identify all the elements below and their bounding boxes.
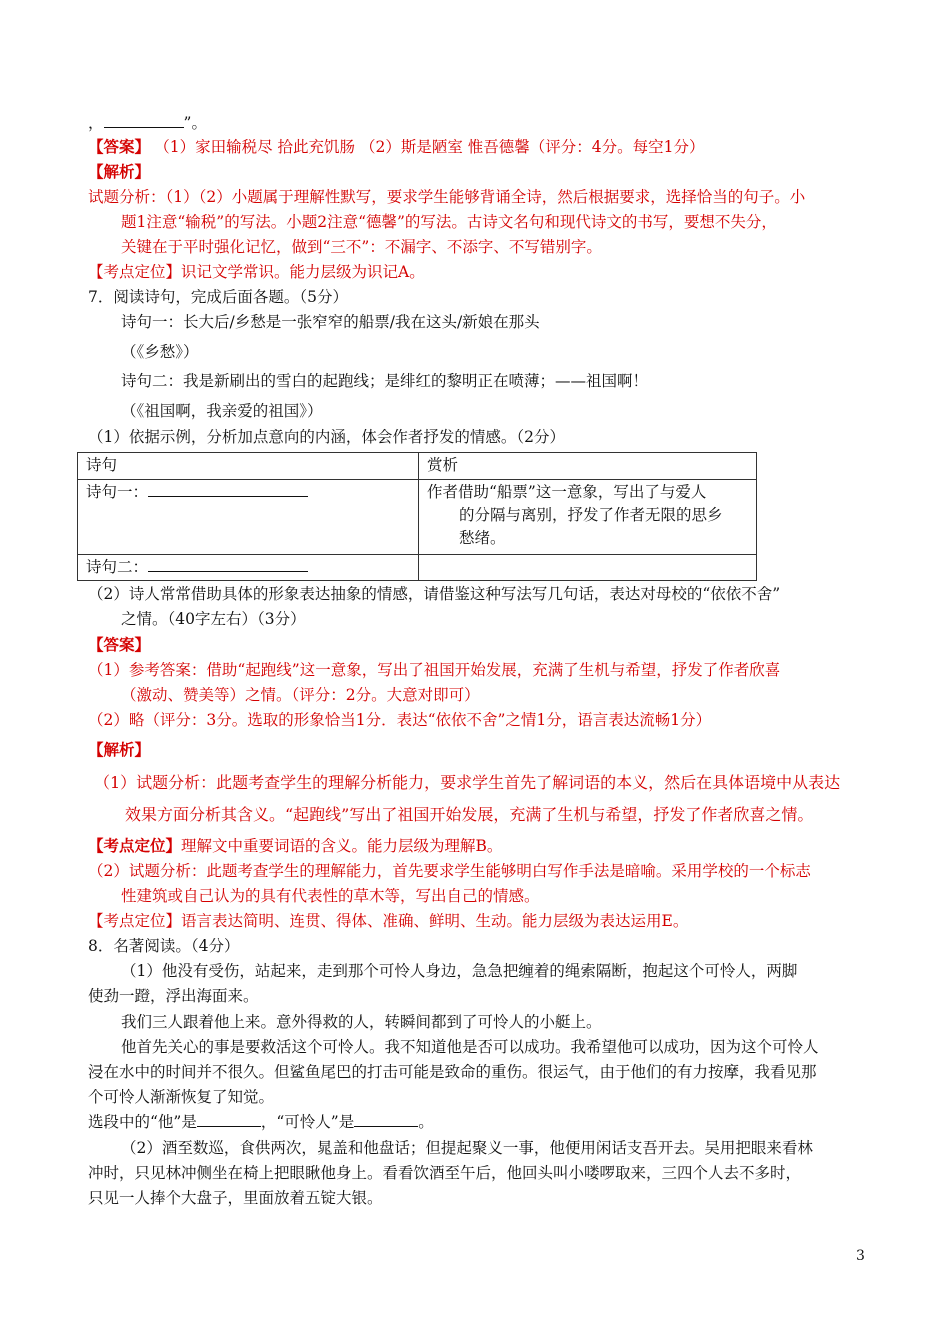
q7-sub2-line: （2）诗人常常借助具体的形象表达抽象的情感，请借鉴这种写法写几句话，表达对母校的“依依不舍”: [88, 585, 781, 603]
table-cell: 作者借助“船票”这一意象，写出了与爱人 的分隔与离别，抒发了作者无限的思乡 愁绪。: [419, 480, 757, 555]
q8-p1-line: （1）他没有受伤，站起来，走到那个可怜人身边，急急把缠着的绳索隔断，抱起这个可怜人，两脚: [121, 962, 798, 980]
q8-p4-line: 只见一人捧个大盘子，里面放着五锭大银。: [88, 1189, 383, 1207]
q7-analysis2-line: （2）试题分析：此题考查学生的理解能力，首先要求学生能够明白写作手法是暗喻。采用学校的一个标志: [88, 862, 811, 880]
table-cell: [419, 555, 757, 581]
q7-answer-line: （2）略（评分：3分。选取的形象恰当1分．表达“依依不舍”之情1分，语言表达流畅1分）: [88, 711, 712, 729]
q7-kaodian1: 【考点定位】理解文中重要词语的含义。能力层级为理解B。: [88, 836, 503, 855]
q8-p4-line: （2）酒至数巡，食供两次，晁盖和他盘话；但提起聚义一事，他便用闲话支吾开去。吴用把眼来看林: [121, 1139, 813, 1157]
q6-analysis-line: 题1注意“输税”的写法。小题2注意“德馨”的写法。古诗文名句和现代诗文的书写，要想不失分，: [121, 213, 777, 231]
q6-analysis-line: 试题分析：（1）（2）小题属于理解性默写，要求学生能够背诵全诗，然后根据要求，选择恰当的句子。小: [88, 188, 806, 206]
fill-blank[interactable]: [148, 482, 308, 497]
q8-p2: 我们三人跟着他上来。意外得救的人，转瞬间都到了可怜人的小艇上。: [121, 1013, 602, 1031]
q7-analysis1-line: 效果方面分析其含义。“起跑线”写出了祖国开始发展，充满了生机与希望，抒发了作者欣喜之情。: [125, 805, 814, 824]
q7-kaodian2: 【考点定位】语言表达简明、连贯、得体、准确、鲜明、生动。能力层级为表达运用E。: [88, 912, 689, 930]
q8-p4-line: 冲时，只见林冲侧坐在椅上把眼瞅他身上。看看饮酒至午后，他回头叫小喽啰取来，三四个人去不多时，: [88, 1164, 802, 1182]
q8-p3-line: 个可怜人渐渐恢复了知觉。: [88, 1088, 275, 1106]
answer-tag: 【答案】: [88, 137, 151, 156]
q8-fill-line: 选段中的“他”是 ，“可怜人”是 。: [88, 1113, 434, 1131]
fill-blank[interactable]: [148, 557, 308, 572]
poem-1-source: （《乡愁》）: [121, 343, 199, 361]
fill-blank[interactable]: [197, 1112, 261, 1127]
top-fill-line: ， ”。: [88, 114, 207, 132]
q8-title: 8．名著阅读。（4分）: [88, 937, 240, 955]
q7-sub1: （1）依据示例，分析加点意向的内涵，体会作者抒发的情感。（2分）: [88, 428, 565, 446]
table-row: [78, 555, 757, 581]
q8-p3-line: 浸在水中的时间并不很久。但鲨鱼尾巴的打击可能是致命的重伤。很运气，由于他们的有力按摩，我看见那: [88, 1063, 817, 1081]
fill-blank: [104, 113, 184, 128]
answer-text: （1）家田输税尽 拾此充饥肠 （2）斯是陋室 惟吾德馨（评分：4分。每空1分）: [162, 138, 705, 156]
q6-analysis-line: 关键在于平时强化记忆，做到“三不”：不漏字、不添字、不写错别字。: [121, 238, 602, 256]
q7-analysis-tag: 【解析】: [88, 740, 151, 759]
q7-analysis1-line: （1）试题分析：此题考查学生的理解分析能力，要求学生首先了解词语的本义，然后在具体语境中从表达: [94, 773, 841, 792]
table-cell: 诗句一：: [78, 480, 419, 555]
q6-answer: [88, 136, 705, 158]
page-number: 3: [856, 1248, 865, 1264]
q7-answer-line: （1）参考答案：借助“起跑线”这一意象，写出了祖国开始发展，充满了生机与希望，抒发了作者欣喜: [88, 661, 781, 679]
q7-sub2-line: 之情。（40字左右）（3分）: [121, 610, 306, 628]
table-row: [78, 480, 757, 555]
poem-2: 诗句二：我是新刷出的雪白的起跑线；是绯红的黎明正在喷薄；——祖国啊！: [121, 372, 649, 390]
poem-1: 诗句一：长大后/乡愁是一张窄窄的船票/我在这头/新娘在那头: [121, 313, 540, 331]
table-cell: 诗句二：: [78, 555, 419, 581]
table-header-row: [78, 453, 757, 480]
q8-p3-line: 他首先关心的事是要救活这个可怜人。我不知道他是否可以成功。我希望他可以成功，因为这个可怜人: [121, 1038, 819, 1056]
analysis-table: [77, 452, 757, 581]
table-header-cell: 赏析: [419, 453, 757, 480]
q8-p1-line: 使劲一蹬，浮出海面来。: [88, 987, 259, 1005]
q7-answer-tag: 【答案】: [88, 635, 151, 654]
q7-answer-line: （激动、赞美等）之情。（评分：2分。大意对即可）: [121, 686, 480, 704]
poem-2-source: （《祖国啊，我亲爱的祖国》）: [121, 402, 323, 420]
q7-analysis2-line: 性建筑或自己认为的具有代表性的草木等，写出自己的情感。: [121, 887, 540, 905]
q7-title: 7．阅读诗句，完成后面各题。（5分）: [88, 288, 348, 306]
q6-kaodian: 【考点定位】识记文学常识。能力层级为识记A。: [88, 263, 425, 281]
q6-analysis-tag: 【解析】: [88, 162, 151, 181]
fill-blank[interactable]: [354, 1112, 418, 1127]
table-header-cell: 诗句: [78, 453, 419, 480]
